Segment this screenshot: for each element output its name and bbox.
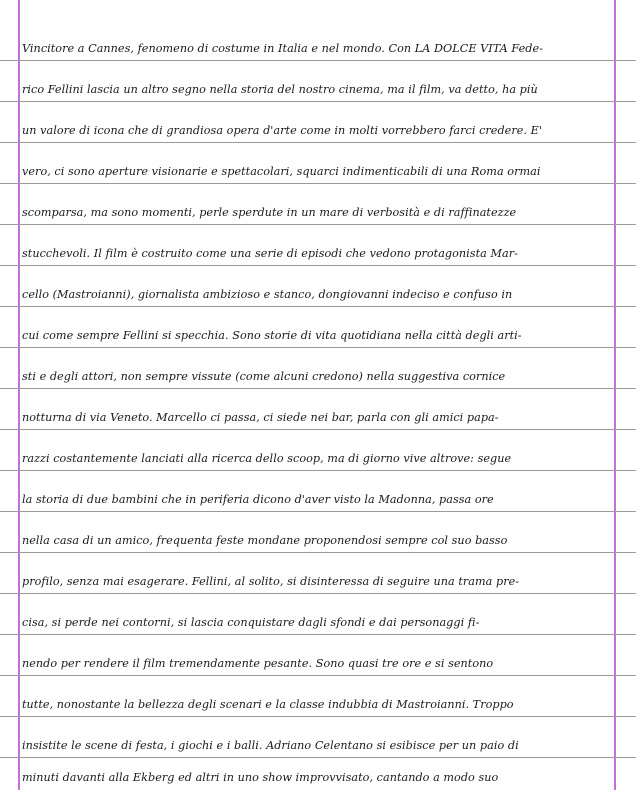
ruled-line xyxy=(0,142,636,143)
ruled-line xyxy=(0,634,636,635)
ruled-line xyxy=(0,716,636,717)
ruled-line xyxy=(0,470,636,471)
text-line-6: stucchevoli. Il film è costruito come una serie di episodi che vedono protagonista Mar- xyxy=(22,247,518,260)
ruled-line xyxy=(0,101,636,102)
text-line-10: notturna di via Veneto. Marcello ci passa, ci siede nei bar, parla con gli amici papa- xyxy=(22,411,499,424)
text-line-11: razzi costantemente lanciati alla ricerca dello scoop, ma di giorno vive altrove: segue xyxy=(22,452,512,465)
text-line-15: cisa, si perde nei contorni, si lascia conquistare dagli sfondi e dai personaggi fi- xyxy=(22,616,480,629)
right-margin-line xyxy=(614,0,616,790)
text-line-12: la storia di due bambini che in periferia dicono d'aver visto la Madonna, passa ore xyxy=(22,493,494,506)
ruled-line xyxy=(0,511,636,512)
ruled-line xyxy=(0,183,636,184)
text-line-2: rico Fellini lascia un altro segno nella storia del nostro cinema, ma il film, va detto, ha più xyxy=(22,83,538,96)
ruled-line xyxy=(0,306,636,307)
text-line-18: insistite le scene di festa, i giochi e i balli. Adriano Celentano si esibisce per un paio di xyxy=(22,739,519,752)
text-line-5: scomparsa, ma sono momenti, perle sperdute in un mare di verbosità e di raffinatezze xyxy=(22,206,517,219)
text-line-19: minuti davanti alla Ekberg ed altri in uno show improvvisato, cantando a modo suo xyxy=(22,771,499,784)
text-line-13: nella casa di un amico, frequenta feste mondane proponendosi sempre col suo basso xyxy=(22,534,508,547)
text-line-7: cello (Mastroianni), giornalista ambizioso e stanco, dongiovanni indeciso e confuso in xyxy=(22,288,513,301)
ruled-line xyxy=(0,429,636,430)
text-line-14: profilo, senza mai esagerare. Fellini, al solito, si disinteressa di seguire una trama pre- xyxy=(22,575,520,588)
left-margin-line xyxy=(18,0,20,790)
text-line-1: Vincitore a Cannes, fenomeno di costume in Italia e nel mondo. Con LA DOLCE VITA Fede- xyxy=(22,42,543,55)
ruled-line xyxy=(0,388,636,389)
text-line-3: un valore di icona che di grandiosa opera d'arte come in molti vorrebbero farci credere. E' xyxy=(22,124,542,137)
ruled-line xyxy=(0,347,636,348)
text-line-17: tutte, nonostante la bellezza degli scenari e la classe indubbia di Mastroianni. Troppo xyxy=(22,698,514,711)
ruled-line xyxy=(0,593,636,594)
ruled-line xyxy=(0,552,636,553)
text-line-8: cui come sempre Fellini si specchia. Sono storie di vita quotidiana nella città degli arti- xyxy=(22,329,522,342)
ruled-line xyxy=(0,757,636,758)
ruled-line xyxy=(0,224,636,225)
text-line-16: nendo per rendere il film tremendamente pesante. Sono quasi tre ore e si sentono xyxy=(22,657,494,670)
ruled-line xyxy=(0,265,636,266)
ruled-line xyxy=(0,60,636,61)
text-line-4: vero, ci sono aperture visionarie e spettacolari, squarci indimenticabili di una Roma ormai xyxy=(22,165,541,178)
ruled-line xyxy=(0,675,636,676)
text-line-9: sti e degli attori, non sempre vissute (come alcuni credono) nella suggestiva cornice xyxy=(22,370,506,383)
